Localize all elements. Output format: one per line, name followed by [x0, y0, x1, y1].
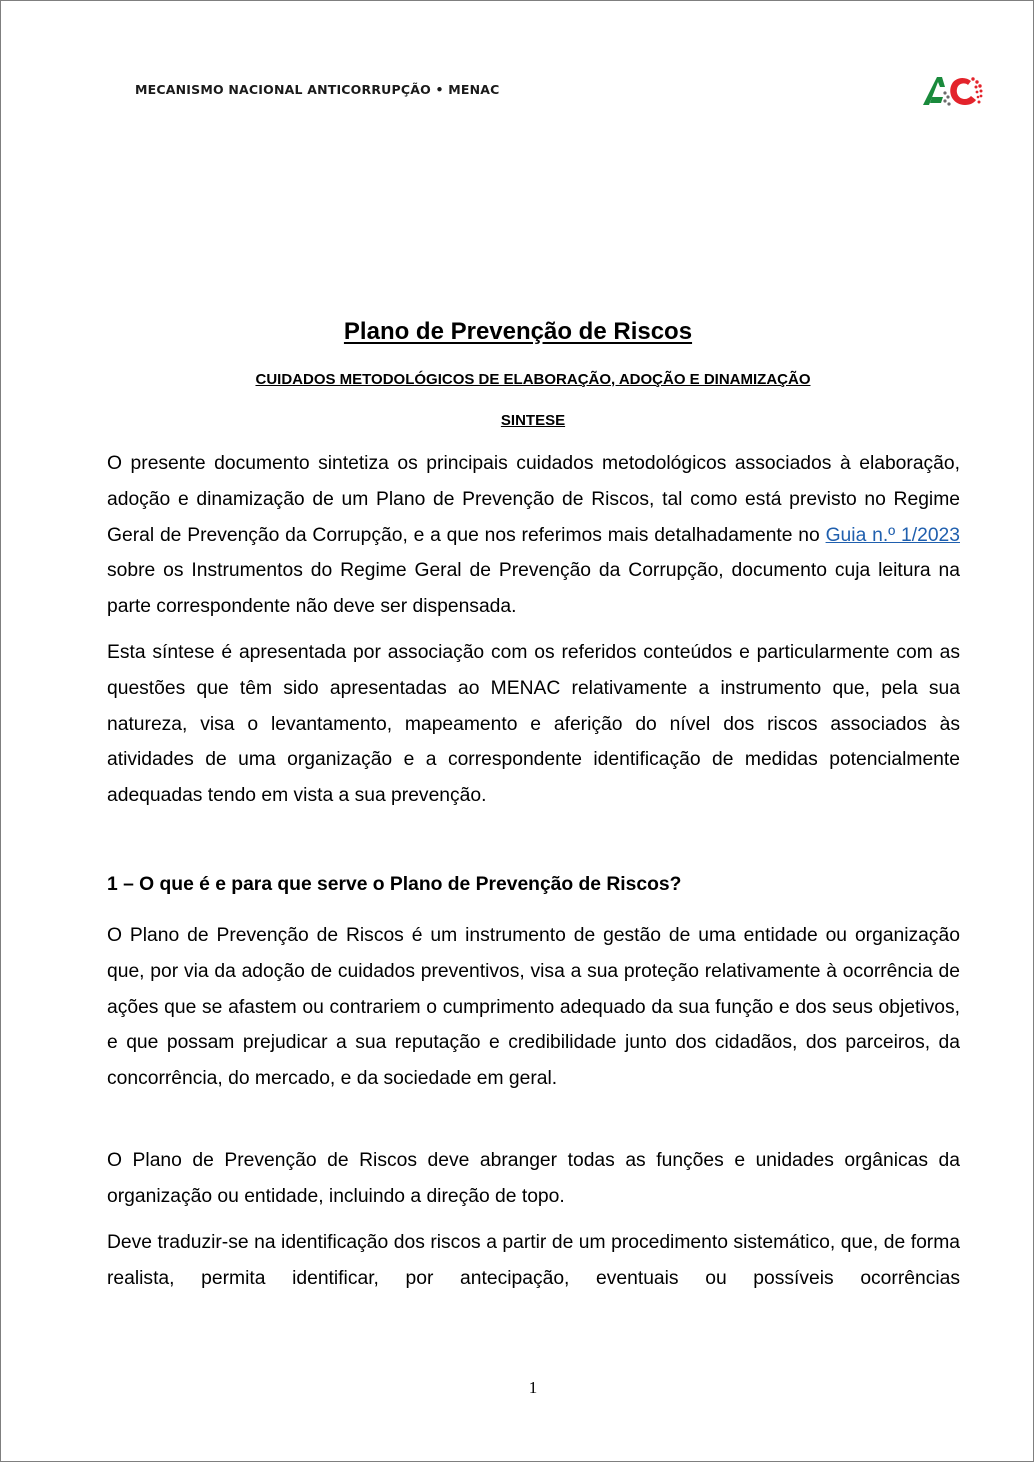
intro-text-before-link: O presente documento sintetiza os principais cuidados metodológicos associados à elaboração, adoção e dinamização de um Plano de Prevenção de Riscos, tal como está previsto no Regime Geral de Prevenção da Corrupção, e a que nos referimos mais detalhadamente no	[107, 453, 960, 546]
section-1-heading: 1 – O que é e para que serve o Plano de Prevenção de Riscos?	[107, 874, 682, 895]
section-1-paragraph-1: O Plano de Prevenção de Riscos é um instrumento de gestão de uma entidade ou organização que, por via da adoção de cuidados preventivos, visa a sua proteção relativamente à ocorrência de ações que se afastem ou contrariem o cumprimento adequado da sua função e dos seus objetivos, e que possam prejudicar a sua reputação e credibilidade junto dos cidadãos, dos parceiros, da concorrência, do mercado, e da sociedade em geral.	[107, 925, 960, 1090]
section-1-paragraph-2: O Plano de Prevenção de Riscos deve abranger todas as funções e unidades orgânicas da organização ou entidade, incluindo a direção de topo.	[107, 1150, 960, 1207]
intro-paragraph	[107, 446, 960, 625]
document-title: Plano de Prevenção de Riscos	[343, 318, 693, 345]
summary-paragraph: Esta síntese é apresentada por associação com os referidos conteúdos e particularmente com as questões que têm sido apresentadas ao MENAC relativamente a instrumento que, pela sua natureza, visa o levantamento, mapeamento e aferição do nível dos riscos associados às atividades de uma organização e a correspondente identificação de medidas potencialmente adequadas tendo em vista a sua prevenção.	[107, 642, 960, 807]
document-subtitle: CUIDADOS METODOLÓGICOS DE ELABORAÇÃO, ADOÇÃO E DINAMIZAÇÃO	[255, 371, 811, 388]
section-1-paragraph-3: Deve traduzir-se na identificação dos riscos a partir de um procedimento sistemático, que, de forma realista, permita identificar, por antecipação, eventuais ou possíveis ocorrências	[107, 1232, 960, 1289]
guia-link[interactable]: Guia n.º 1/2023	[825, 524, 960, 546]
summary-label: SINTESE	[500, 412, 566, 429]
header-organization-name: MECANISMO NACIONAL ANTICORRUPÇÃO • MENAC	[135, 82, 500, 97]
page-number: 1	[528, 1378, 538, 1397]
intro-text-after-link: sobre os Instrumentos do Regime Geral de Prevenção da Corrupção, documento cuja leitura na parte correspondente não deve ser dispensada.	[107, 560, 960, 618]
menac-logo	[921, 73, 985, 109]
